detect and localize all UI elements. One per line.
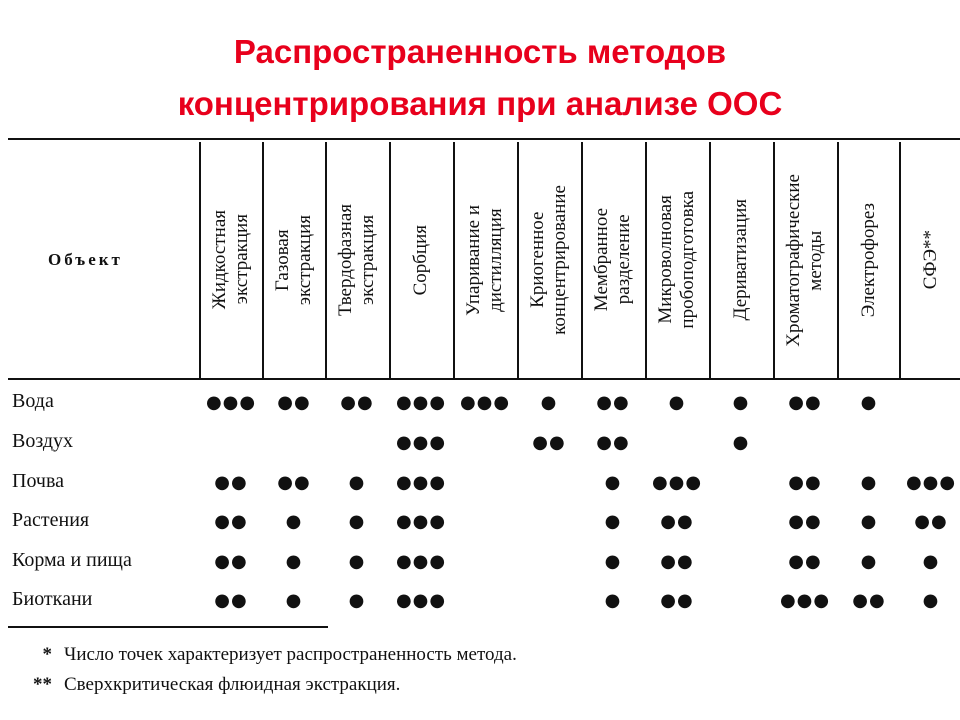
usage-dots: ●●● <box>395 590 447 611</box>
usage-dots: ●●● <box>905 472 957 493</box>
column-header-text <box>410 225 432 295</box>
usage-dots: ● <box>860 392 878 413</box>
usage-dots: ●● <box>277 472 311 493</box>
usage-dots: ●● <box>660 551 694 572</box>
slide-title-line-1: Распространенность методов <box>233 33 727 70</box>
column-header-text <box>858 203 880 317</box>
footnote-mark: * <box>42 644 52 665</box>
usage-dots: ● <box>922 590 940 611</box>
usage-dots: ● <box>540 392 558 413</box>
column-header <box>200 146 262 374</box>
column-header <box>774 146 836 374</box>
column-header-line-1: Жидкостная <box>209 210 230 310</box>
row-label: Биоткани <box>12 588 93 610</box>
usage-dots: ● <box>668 392 686 413</box>
usage-dots: ●● <box>914 511 948 532</box>
usage-dots: ●●● <box>779 590 831 611</box>
usage-dots: ●● <box>340 392 374 413</box>
usage-dots: ●● <box>660 590 694 611</box>
column-header-line-1: Хроматографические <box>783 173 804 347</box>
column-header-text <box>463 205 507 316</box>
footnote-mark: ** <box>33 674 52 695</box>
row-label: Растения <box>12 509 90 531</box>
usage-dots: ● <box>860 472 878 493</box>
row-label: Почва <box>12 470 65 492</box>
column-header-line-1: СФЭ** <box>920 230 941 290</box>
usage-dots: ●● <box>596 432 630 453</box>
usage-dots: ●●● <box>395 472 447 493</box>
column-header-line-1: Газовая <box>272 229 293 291</box>
usage-dots: ●●● <box>395 432 447 453</box>
usage-dots: ●●● <box>205 392 257 413</box>
column-header <box>263 146 325 374</box>
usage-dots: ● <box>604 590 622 611</box>
column-header-text <box>730 199 752 320</box>
column-header-line-1: Криогенное <box>527 211 548 309</box>
usage-dots: ● <box>604 511 622 532</box>
column-header-line-2: пробоподготовка <box>677 191 698 329</box>
methods-table <box>8 138 960 618</box>
column-header <box>326 146 388 374</box>
column-header-line-2: дистилляция <box>485 208 506 312</box>
row-label: Корма и пища <box>12 549 132 571</box>
column-header <box>710 146 772 374</box>
usage-dots: ● <box>604 551 622 572</box>
table-header-rule <box>8 378 960 380</box>
column-header-line-1: Мембранное <box>591 208 612 312</box>
column-header-line-2: разделение <box>613 215 634 305</box>
footnote-text: Число точек характеризует распространенность метода. <box>64 644 517 665</box>
usage-dots: ●● <box>214 472 248 493</box>
usage-dots: ●● <box>852 590 886 611</box>
column-header-text <box>335 204 379 316</box>
usage-dots: ●● <box>596 392 630 413</box>
column-header-text <box>783 174 827 347</box>
column-header-line-2: экстракция <box>357 214 378 306</box>
usage-dots: ● <box>604 472 622 493</box>
usage-dots: ●● <box>214 551 248 572</box>
column-header <box>838 146 900 374</box>
usage-dots: ●●● <box>395 511 447 532</box>
column-header <box>518 146 580 374</box>
row-label: Вода <box>12 390 54 412</box>
footnote-text: Сверхкритическая флюидная экстракция. <box>64 674 401 695</box>
column-header <box>900 146 960 374</box>
usage-dots: ● <box>348 551 366 572</box>
usage-dots: ●● <box>532 432 566 453</box>
row-label: Воздух <box>12 430 74 452</box>
usage-dots: ●● <box>214 590 248 611</box>
column-header-line-1: Электрофорез <box>858 202 879 318</box>
footnote-rule <box>8 626 328 628</box>
column-header-line-1: Твердофазная <box>335 204 356 316</box>
column-header <box>390 146 452 374</box>
table-top-rule <box>8 138 960 140</box>
column-header-line-1: Упаривание и <box>463 204 484 316</box>
usage-dots: ●● <box>788 551 822 572</box>
column-header <box>646 146 708 374</box>
column-header-line-2: концентрирование <box>549 185 570 335</box>
footnote-dots <box>8 644 517 666</box>
usage-dots: ●● <box>788 511 822 532</box>
usage-dots: ●●● <box>395 392 447 413</box>
usage-dots: ●● <box>277 392 311 413</box>
column-header-text <box>920 230 942 289</box>
column-header-text <box>209 210 253 309</box>
usage-dots: ● <box>922 551 940 572</box>
slide-title-line-2: концентрирования при анализе ООС <box>177 85 783 122</box>
usage-dots: ● <box>860 551 878 572</box>
slide-title <box>0 26 960 130</box>
usage-dots: ● <box>285 511 303 532</box>
usage-dots: ●●● <box>651 472 703 493</box>
usage-dots: ● <box>732 392 750 413</box>
column-header-text <box>527 185 571 335</box>
usage-dots: ●● <box>660 511 694 532</box>
usage-dots: ●● <box>788 392 822 413</box>
usage-dots: ● <box>348 511 366 532</box>
usage-dots: ● <box>285 590 303 611</box>
column-header-line-1: Микроволновая <box>655 195 676 325</box>
column-header-line-2: методы <box>805 230 826 290</box>
column-header <box>454 146 516 374</box>
usage-dots: ● <box>285 551 303 572</box>
column-header <box>582 146 644 374</box>
footnote-sfe <box>8 674 400 696</box>
usage-dots: ●●● <box>459 392 511 413</box>
usage-dots: ●●● <box>395 551 447 572</box>
usage-dots: ●● <box>788 472 822 493</box>
column-header-line-2: экстракция <box>231 214 252 306</box>
usage-dots: ● <box>348 472 366 493</box>
column-header-line-1: Сорбция <box>410 224 431 296</box>
column-header-text <box>591 208 635 311</box>
column-header-text <box>655 191 699 329</box>
usage-dots: ● <box>860 511 878 532</box>
usage-dots: ●● <box>214 511 248 532</box>
usage-dots: ● <box>732 432 750 453</box>
column-header-line-1: Дериватизация <box>730 199 751 321</box>
column-header-line-2: экстракция <box>294 214 315 306</box>
column-header-text <box>272 215 316 305</box>
usage-dots: ● <box>348 590 366 611</box>
object-column-header: Объект <box>48 250 123 269</box>
